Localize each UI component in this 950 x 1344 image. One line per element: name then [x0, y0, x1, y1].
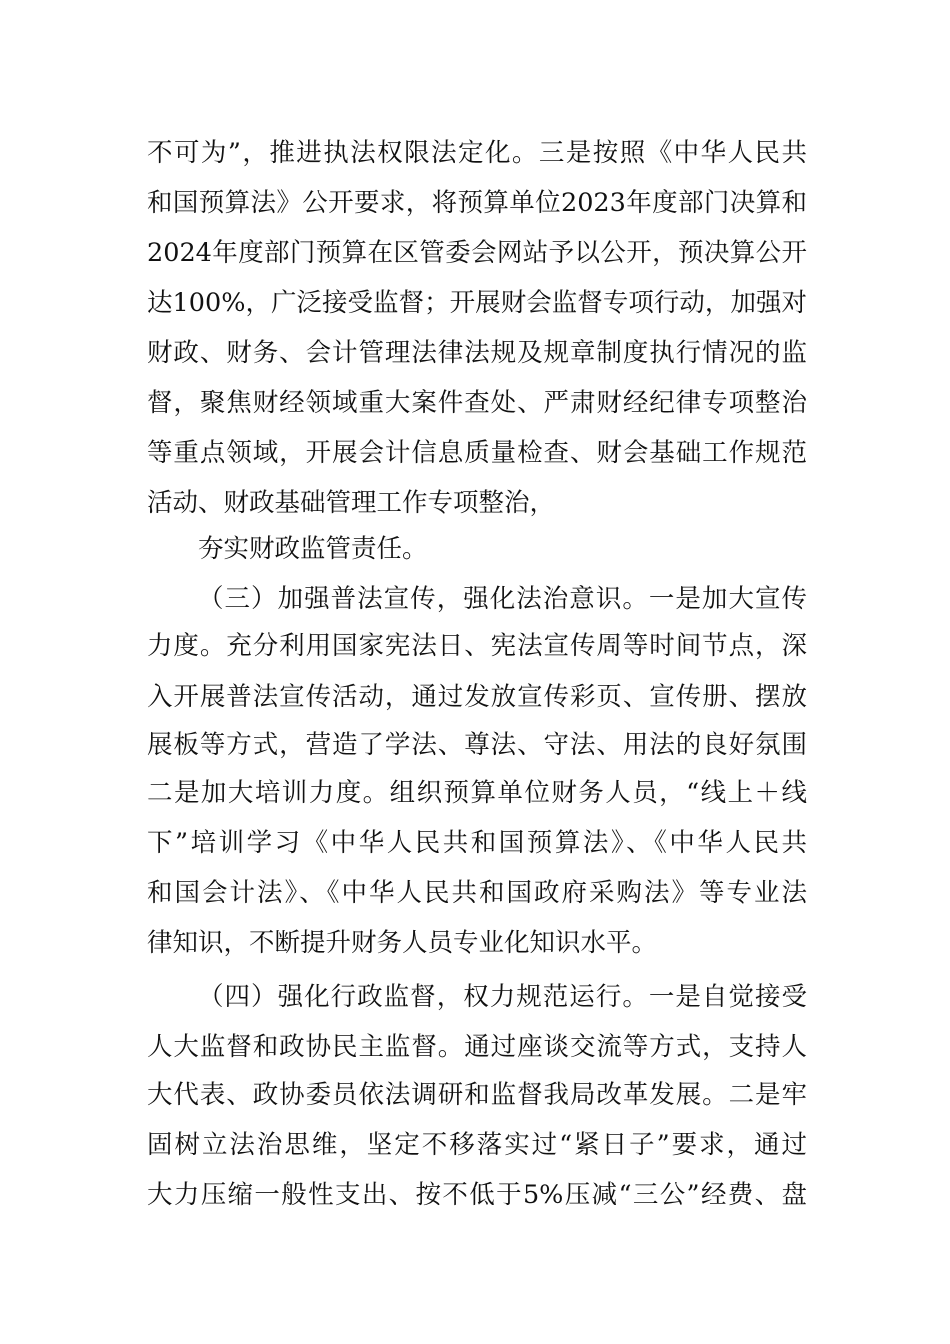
text-line-15: 下”培训学习《中华人民共和国预算法》、《中华人民共	[147, 828, 807, 858]
text-line-22: 大力压缩一般性支出、按不低于5%压减“三公”经费、盘	[147, 1180, 807, 1210]
text-line-7: 等重点领域，开展会计信息质量检查、财会基础工作规范	[147, 438, 807, 468]
text-line-21: 固树立法治思维，坚定不移落实过“紧日子”要求，通过	[147, 1130, 807, 1160]
text-line-8: 活动、财政基础管理工作专项整治，	[147, 488, 556, 518]
text-line-20: 大代表、政协委员依法调研和监督我局改革发展。二是牢	[147, 1080, 807, 1110]
text-line-4: 达100%，广泛接受监督；开展财会监督专项行动，加强对	[147, 288, 807, 318]
text-line-19: 人大监督和政协民主监督。通过座谈交流等方式，支持人	[147, 1032, 807, 1062]
text-line-11: 力度。充分利用国家宪法日、宪法宣传周等时间节点，深	[147, 631, 807, 661]
text-line-16: 和国会计法》、《中华人民共和国政府采购法》等专业法	[147, 878, 807, 908]
text-line-5: 财政、财务、会计管理法律法规及规章制度执行情况的监	[147, 338, 807, 368]
text-line-14: 二是加大培训力度。组织预算单位财务人员，“线上＋线	[147, 778, 807, 808]
text-line-3: 2024年度部门预算在区管委会网站予以公开，预决算公开	[147, 238, 807, 268]
text-line-10: （三）加强普法宣传，强化法治意识。一是加大宣传	[198, 584, 807, 614]
text-line-9: 夯实财政监管责任。	[198, 534, 428, 564]
text-line-18: （四）强化行政监督，权力规范运行。一是自觉接受	[198, 982, 807, 1012]
text-line-6: 督，聚焦财经领域重大案件查处、严肃财经纪律专项整治	[147, 388, 807, 418]
text-line-2: 和国预算法》公开要求，将预算单位2023年度部门决算和	[147, 188, 807, 218]
text-line-12: 入开展普法宣传活动，通过发放宣传彩页、宣传册、摆放	[147, 682, 807, 712]
text-line-17: 律知识，不断提升财务人员专业化知识水平。	[147, 928, 658, 958]
text-line-13: 展板等方式，营造了学法、尊法、守法、用法的良好氛围	[147, 730, 807, 760]
text-line-1: 不可为”，推进执法权限法定化。三是按照《中华人民共	[147, 138, 807, 168]
